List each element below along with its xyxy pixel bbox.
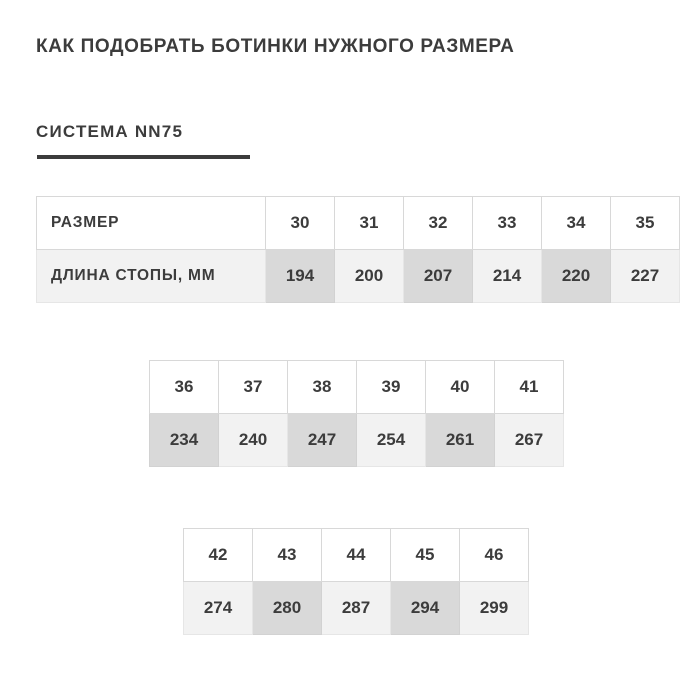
length-cell: 267 <box>495 414 564 467</box>
size-cell: 43 <box>253 529 322 582</box>
size-cell: 36 <box>150 361 219 414</box>
row-header-length: ДЛИНА СТОПЫ, ММ <box>37 250 266 303</box>
size-cell: 41 <box>495 361 564 414</box>
length-cell: 247 <box>288 414 357 467</box>
size-cell: 40 <box>426 361 495 414</box>
length-cell: 287 <box>322 582 391 635</box>
table-row-sizes <box>184 529 529 582</box>
size-cell: 30 <box>266 197 335 250</box>
size-cell: 44 <box>322 529 391 582</box>
size-cell: 32 <box>404 197 473 250</box>
length-cell: 254 <box>357 414 426 467</box>
size-cell: 38 <box>288 361 357 414</box>
size-cell: 35 <box>611 197 680 250</box>
size-table-block-1 <box>36 196 680 303</box>
length-cell: 220 <box>542 250 611 303</box>
length-cell: 194 <box>266 250 335 303</box>
row-header-size: РАЗМЕР <box>37 197 266 250</box>
size-cell: 46 <box>460 529 529 582</box>
table-row-lengths <box>37 250 680 303</box>
page-subtitle: СИСТЕМА NN75 <box>36 122 184 141</box>
table-row-sizes <box>37 197 680 250</box>
size-table-block-3 <box>183 528 529 635</box>
size-cell: 31 <box>335 197 404 250</box>
size-table-block-2 <box>149 360 564 467</box>
length-cell: 227 <box>611 250 680 303</box>
size-cell: 42 <box>184 529 253 582</box>
size-cell: 37 <box>219 361 288 414</box>
table-row-sizes <box>150 361 564 414</box>
length-cell: 200 <box>335 250 404 303</box>
table-row-lengths <box>184 582 529 635</box>
length-cell: 280 <box>253 582 322 635</box>
size-cell: 45 <box>391 529 460 582</box>
size-cell: 39 <box>357 361 426 414</box>
page-title: КАК ПОДОБРАТЬ БОТИНКИ НУЖНОГО РАЗМЕРА <box>36 36 515 57</box>
length-cell: 294 <box>391 582 460 635</box>
length-cell: 214 <box>473 250 542 303</box>
length-cell: 240 <box>219 414 288 467</box>
length-cell: 299 <box>460 582 529 635</box>
length-cell: 274 <box>184 582 253 635</box>
table-row-lengths <box>150 414 564 467</box>
length-cell: 207 <box>404 250 473 303</box>
size-cell: 33 <box>473 197 542 250</box>
title-underline <box>37 155 250 159</box>
length-cell: 234 <box>150 414 219 467</box>
length-cell: 261 <box>426 414 495 467</box>
size-cell: 34 <box>542 197 611 250</box>
